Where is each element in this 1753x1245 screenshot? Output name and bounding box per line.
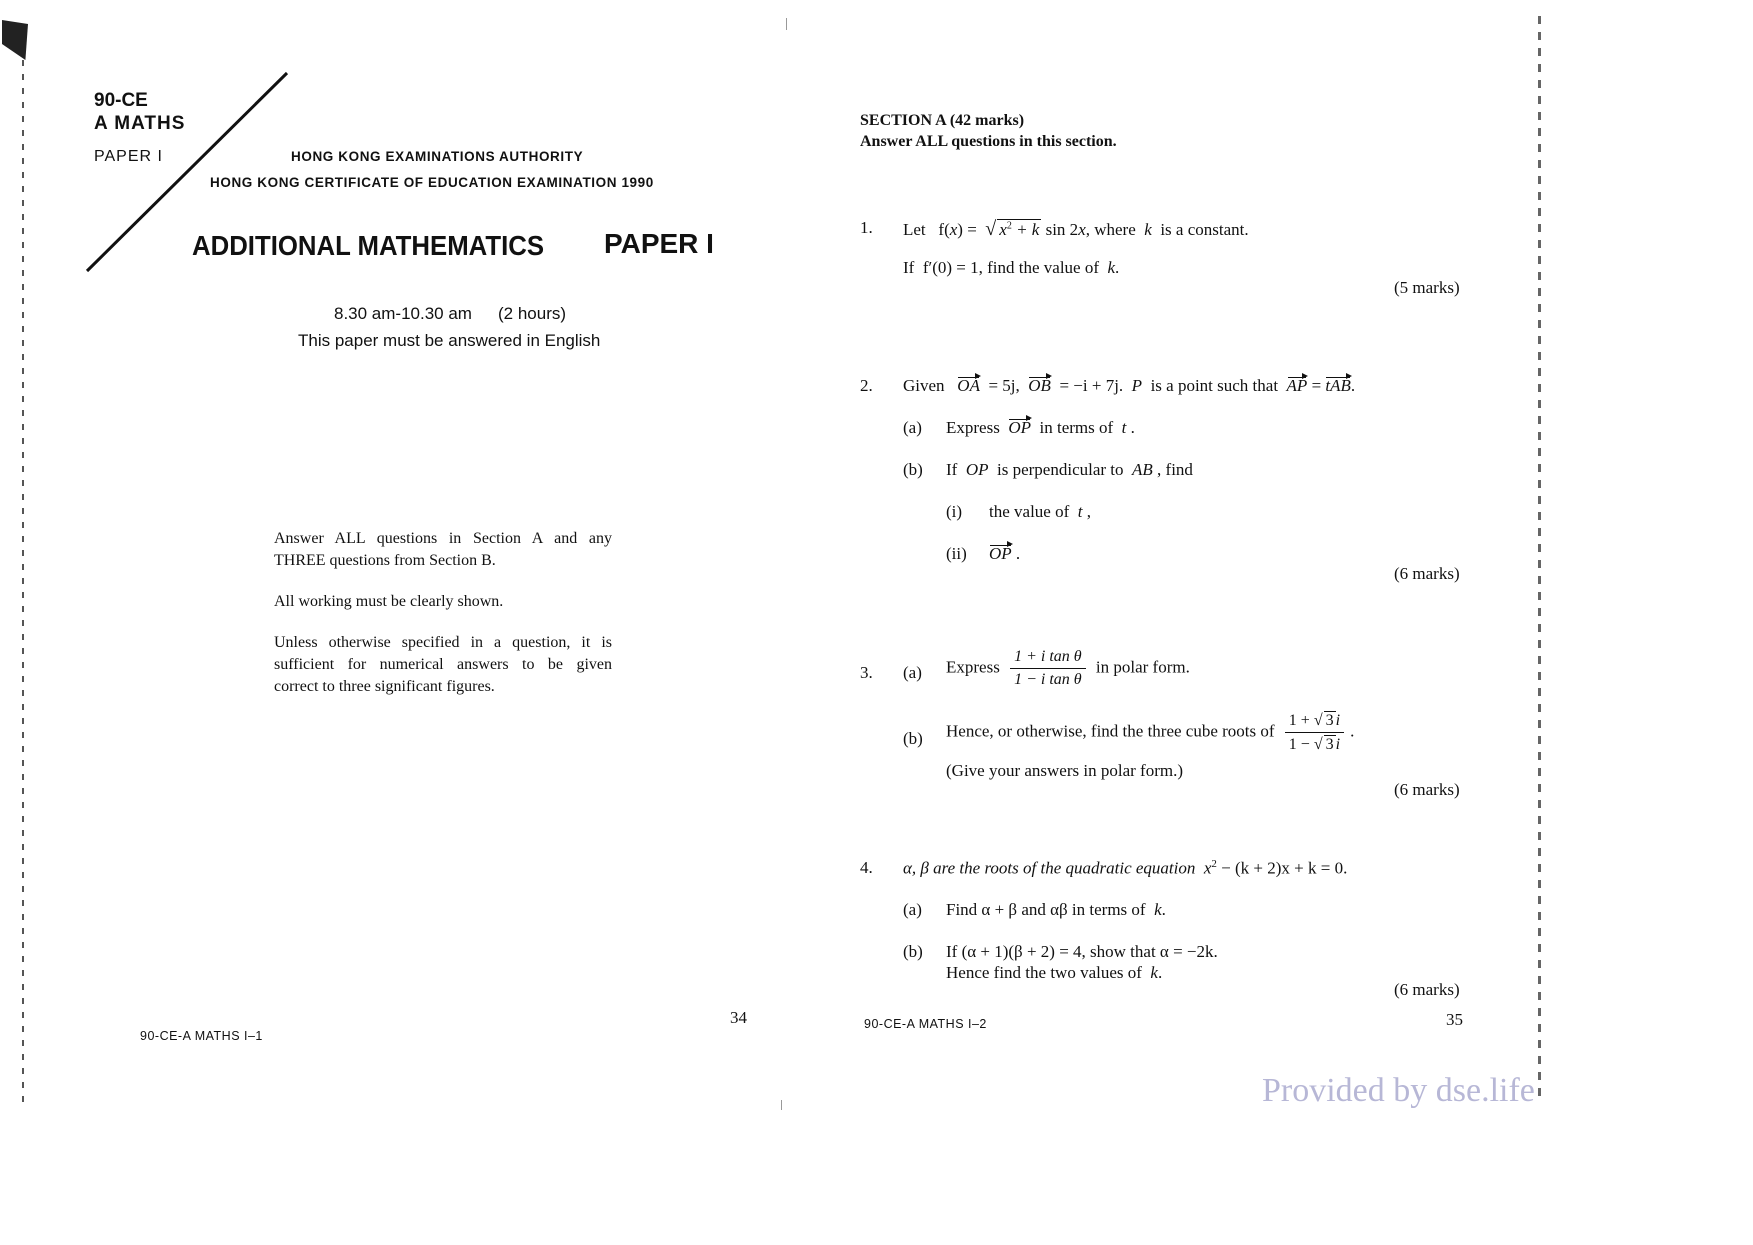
spine-tick	[786, 18, 787, 30]
q3-marks: (6 marks)	[1394, 780, 1460, 799]
binding-edge	[0, 20, 30, 1110]
exam-time: 8.30 am-10.30 am	[334, 304, 472, 323]
q3b-text: Hence, or otherwise, find the three cube roots of $\frac{1 + √ 3 i}{1 - √ 3 i}$ .	[946, 712, 1355, 753]
left-footer-code: 90-CE-A MATHS I–1	[140, 1029, 263, 1043]
q3a-text: Express $\frac{\text{1 + i tan θ}}{\text{1 − i tan θ}}$ in polar form.	[946, 648, 1190, 688]
q4b-text-2: Hence find the two values of k.	[946, 963, 1163, 982]
section-instruction: Answer ALL questions in this section.	[860, 133, 1117, 150]
q4-stem: α, β are the roots of the quadratic equation $x^2 - (k + 2)x + k = 0$.	[903, 858, 1348, 878]
q2b-ii-label: (ii)	[946, 544, 967, 563]
q3b-label: (b)	[903, 729, 923, 748]
exam-name: HONG KONG CERTIFICATE OF EDUCATION EXAMINATION 1990	[210, 175, 654, 190]
spine-tick	[781, 1100, 782, 1110]
q4a-text: Find α + β and αβ in terms of k.	[946, 900, 1166, 919]
right-footer-code: 90-CE-A MATHS I–2	[864, 1017, 987, 1031]
q4b-label: (b)	[903, 942, 923, 961]
q2b-ii-text: OP .	[989, 544, 1021, 563]
q2b-i-label: (i)	[946, 502, 963, 521]
q1-number: 1.	[860, 218, 873, 237]
q3b-fraction: $\frac{1 + √ 3 i}{1 - √ 3 i}$	[1285, 711, 1344, 754]
instructions	[274, 528, 612, 698]
vector-OP-2: OP	[989, 544, 1012, 563]
q4b-text: If (α + 1)(β + 2) = 4, show that α = −2k.	[946, 942, 1218, 961]
q3a-label: (a)	[903, 663, 922, 682]
vector-AP: AP	[1286, 376, 1308, 395]
q2-stem: Given OA = 5j, OB = −i + 7j. P is a point such that AP = tAB.	[903, 376, 1356, 395]
q3b-note: (Give your answers in polar form.)	[946, 761, 1183, 780]
q2b-label: (b)	[903, 460, 923, 479]
right-binding-edge	[1538, 16, 1541, 1096]
vector-OA: OA	[957, 376, 980, 395]
exam-title: ADDITIONAL MATHEMATICS	[192, 230, 545, 261]
paper-code: 90-CE	[94, 90, 148, 111]
subject-short: A MATHS	[94, 113, 186, 134]
q2-number: 2.	[860, 376, 873, 395]
q4-number: 4.	[860, 858, 873, 877]
q2a-text: Express OP in terms of t .	[946, 418, 1135, 437]
vector-OB: OB	[1028, 376, 1051, 395]
q1-marks: (5 marks)	[1394, 278, 1460, 297]
vector-OP: OP	[1008, 418, 1031, 437]
watermark: Provided by dse.life	[1262, 1072, 1535, 1109]
authority-name: HONG KONG EXAMINATIONS AUTHORITY	[291, 149, 584, 164]
q2a-label: (a)	[903, 418, 922, 437]
q2b-i-text: the value of t ,	[989, 502, 1091, 521]
q1-stem: Let f(x) = √ $x^2 + k$ sin 2x, where k is a constant.	[903, 218, 1249, 240]
exam-duration: (2 hours)	[498, 304, 567, 323]
instruction-2: All working must be clearly shown.	[274, 593, 504, 610]
paper-label: PAPER I	[94, 148, 163, 165]
q2-marks: (6 marks)	[1394, 564, 1460, 583]
section-title: SECTION A (42 marks)	[860, 112, 1025, 129]
left-page-number: 34	[730, 1008, 747, 1027]
vector-tAB: tAB	[1325, 376, 1351, 395]
language-note: This paper must be answered in English	[298, 331, 601, 350]
right-page-number: 35	[1446, 1010, 1463, 1029]
exam-title-paper: PAPER I	[604, 228, 714, 259]
instruction-3: Unless otherwise specified in a question, it is sufficient for numerical answers to be given correct to three significant figures.	[274, 634, 612, 695]
q4-marks: (6 marks)	[1394, 980, 1460, 999]
q3a-fraction: $\frac{\text{1 + i tan θ}}{\text{1 − i tan θ}}$	[1010, 648, 1086, 689]
instruction-1: Answer ALL questions in Section A and any THREE questions from Section B.	[274, 530, 612, 569]
q3-number: 3.	[860, 663, 873, 682]
q2b-text: If OP is perpendicular to AB , find	[946, 460, 1193, 479]
q4a-label: (a)	[903, 900, 922, 919]
q1-part: If f′(0) = 1, find the value of k.	[903, 258, 1120, 277]
